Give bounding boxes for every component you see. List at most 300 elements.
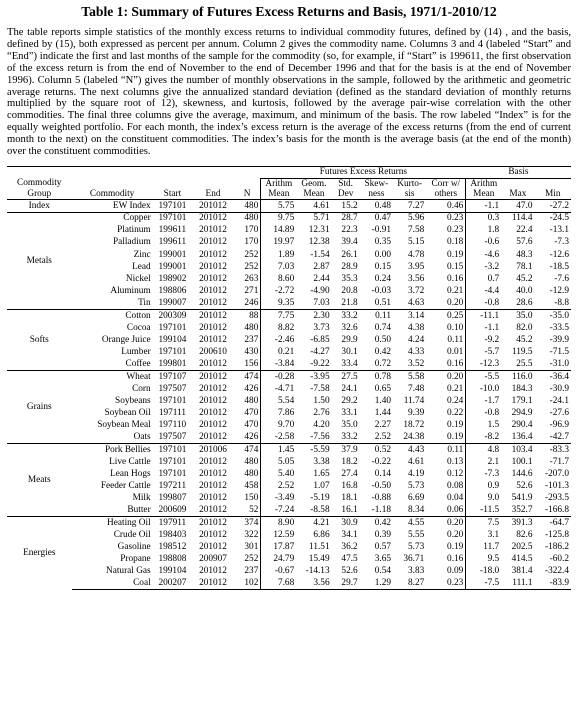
cell-commodity: Butter: [127, 504, 151, 515]
cell-basis-min: -71.5: [549, 346, 569, 357]
cell-kurtosis: 24.38: [403, 431, 425, 442]
table-row: [7, 322, 571, 334]
cell-arith-mean: 19.97: [261, 237, 296, 249]
cell-geom-mean: 7.03: [313, 297, 330, 308]
cell-corr-others: 0.21: [447, 285, 464, 296]
cell-basis-max: 294.9: [511, 407, 533, 418]
cell-std-dev: 24.1: [341, 383, 358, 394]
cell-end: 201012: [199, 395, 227, 406]
table-header: [7, 166, 571, 199]
header-basis-arith-mean: Arithm Mean: [466, 178, 501, 200]
cell-basis-max: 48.3: [516, 249, 533, 260]
cell-skewness: 0.42: [360, 517, 393, 529]
cell-basis-max: 381.4: [511, 565, 533, 576]
cell-arith-mean: 14.89: [261, 225, 296, 237]
cell-kurtosis: 4.61: [408, 456, 425, 467]
cell-std-dev: 30.1: [341, 346, 358, 357]
cell-kurtosis: 4.43: [393, 444, 426, 456]
cell-arith-mean: 5.05: [261, 456, 296, 468]
cell-basis-max: 52.6: [516, 480, 533, 491]
cell-std-dev: 32.6: [341, 322, 358, 333]
cell-end: 201012: [199, 529, 227, 540]
cell-basis-mean: -1.1: [466, 200, 501, 213]
cell-std-dev: 35.0: [341, 419, 358, 430]
cell-corr-others: 0.16: [447, 553, 464, 564]
cell-commodity: Soybean Meal: [97, 419, 151, 430]
cell-basis-min: -60.2: [549, 553, 569, 564]
cell-corr-others: 0.20: [447, 529, 464, 540]
cell-corr-others: 0.46: [426, 200, 466, 213]
cell-end: 201012: [199, 358, 227, 369]
cell-basis-mean: -0.8: [466, 297, 501, 310]
cell-kurtosis: 8.34: [408, 504, 425, 515]
cell-commodity: Natural Gas: [106, 565, 151, 576]
cell-basis-mean: -9.2: [466, 334, 501, 346]
cell-basis-min: -7.3: [554, 237, 569, 248]
cell-start: 198806: [158, 285, 187, 296]
cell-geom-mean: 2.87: [313, 261, 330, 272]
cell-n: 170: [244, 225, 259, 236]
cell-basis-min: -31.0: [549, 358, 569, 369]
cell-geom-mean: 12.31: [308, 225, 330, 236]
cell-geom-mean: 2.30: [296, 310, 331, 322]
cell-basis-min: -27.2: [535, 200, 572, 213]
table-row: [7, 273, 571, 285]
cell-basis-max: 179.1: [511, 395, 533, 406]
cell-commodity: Nickel: [125, 273, 151, 284]
cell-basis-mean: 9.0: [466, 492, 501, 504]
cell-start: 197107: [153, 371, 193, 383]
cell-basis-max: 541.9: [511, 492, 533, 503]
cell-basis-mean: -1.7: [466, 395, 501, 407]
cell-kurtosis: 7.48: [408, 383, 425, 394]
cell-skewness: 0.48: [360, 200, 393, 213]
cell-commodity: Lumber: [121, 346, 151, 357]
cell-basis-min: -24.5: [535, 212, 572, 224]
cell-basis-min: -64.7: [535, 517, 572, 529]
cell-geom-mean: 15.49: [308, 553, 330, 564]
cell-basis-min: -35.0: [535, 310, 572, 322]
cell-geom-mean: -5.59: [296, 444, 331, 456]
cell-basis-max: 144.6: [511, 468, 533, 479]
cell-corr-others: 0.16: [447, 358, 464, 369]
cell-geom-mean: 3.56: [296, 577, 331, 590]
cell-arith-mean: 7.03: [261, 261, 296, 273]
table-row: [7, 517, 571, 529]
cell-n: 480: [244, 456, 259, 467]
cell-geom-mean: 6.86: [313, 529, 330, 540]
table-row: [7, 334, 571, 346]
cell-n: 480: [244, 322, 259, 333]
cell-n: 470: [244, 419, 259, 430]
cell-end: 201012: [199, 407, 227, 418]
cell-skewness: 0.51: [374, 297, 391, 308]
cell-std-dev: 33.2: [341, 431, 358, 442]
cell-skewness: 0.74: [374, 322, 391, 333]
cell-basis-max: 114.4: [501, 212, 534, 224]
table-row: [7, 407, 571, 419]
cell-geom-mean: 4.20: [313, 419, 330, 430]
cell-start: 198902: [158, 273, 187, 284]
cell-corr-others: 0.11: [426, 444, 466, 456]
cell-basis-mean: -0.6: [466, 237, 501, 249]
cell-basis-min: -39.9: [549, 334, 569, 345]
cell-kurtosis: 5.73: [408, 480, 425, 491]
cell-n: 252: [244, 261, 259, 272]
cell-skewness: -0.91: [371, 225, 391, 236]
cell-arith-mean: 7.75: [261, 310, 296, 322]
table-title: Table 1: Summary of Futures Excess Returns and Basis, 1971/1-2010/12: [81, 4, 497, 19]
cell-commodity: Tin: [138, 297, 151, 308]
cell-skewness: 0.65: [374, 383, 391, 394]
cell-n: 263: [244, 273, 259, 284]
cell-arith-mean: -4.71: [261, 383, 296, 395]
cell-basis-min: -30.9: [549, 383, 569, 394]
cell-start: 199801: [158, 358, 187, 369]
cell-kurtosis: 3.95: [408, 261, 425, 272]
cell-kurtosis: 4.63: [408, 297, 425, 308]
cell-basis-mean: 0.9: [466, 480, 501, 492]
cell-std-dev: 33.2: [332, 310, 360, 322]
cell-corr-others: 0.23: [426, 577, 466, 590]
cell-start: 197211: [158, 480, 187, 491]
group-label: Grains: [7, 371, 72, 444]
cell-n: 237: [244, 565, 259, 576]
cell-start: 197110: [158, 419, 187, 430]
cell-kurtosis: 6.69: [408, 492, 425, 503]
cell-n: 252: [244, 249, 259, 260]
table-row: [7, 358, 571, 371]
cell-kurtosis: 36.71: [403, 553, 425, 564]
cell-basis-mean: -4.6: [466, 249, 501, 261]
cell-start: 199611: [158, 225, 187, 236]
cell-end: 201012: [199, 297, 227, 308]
cell-basis-max: 82.0: [516, 322, 533, 333]
header-kurtosis: Kurto- sis: [397, 178, 423, 199]
cell-arith-mean: 1.45: [261, 444, 296, 456]
cell-arith-mean: -2.46: [261, 334, 296, 346]
cell-skewness: -0.03: [371, 285, 391, 296]
cell-basis-max: 78.1: [516, 261, 533, 272]
cell-kurtosis: 4.55: [393, 517, 426, 529]
header-commodity-group: Commodity Group: [7, 166, 72, 199]
table-row: [7, 383, 571, 395]
cell-corr-others: 0.19: [447, 541, 464, 552]
header-basis-max: Max: [509, 188, 527, 199]
cell-basis-mean: -0.8: [466, 407, 501, 419]
cell-commodity: Crude Oil: [113, 529, 151, 540]
cell-basis-mean: -3.2: [466, 261, 501, 273]
cell-start: 199001: [158, 261, 187, 272]
cell-kurtosis: 4.33: [408, 346, 425, 357]
cell-basis-max: 352.7: [511, 504, 533, 515]
cell-std-dev: 52.6: [341, 565, 358, 576]
cell-basis-max: 136.4: [511, 431, 533, 442]
cell-end: 201012: [192, 517, 234, 529]
cell-std-dev: 28.9: [341, 261, 358, 272]
cell-start: 197507: [158, 431, 187, 442]
cell-start: 197101: [153, 444, 193, 456]
cell-start: 197101: [153, 212, 193, 224]
cell-corr-others: 0.01: [447, 346, 464, 357]
cell-basis-max: 414.5: [511, 553, 533, 564]
cell-n: 426: [244, 431, 259, 442]
cell-n: 474: [234, 371, 261, 383]
cell-start: 198403: [158, 529, 187, 540]
cell-geom-mean: 5.71: [296, 212, 331, 224]
cell-skewness: 1.40: [374, 395, 391, 406]
table-row: [7, 310, 571, 322]
cell-arith-mean: 12.59: [261, 529, 296, 541]
cell-n: 170: [244, 237, 259, 248]
cell-basis-mean: -5.5: [466, 371, 501, 383]
cell-std-dev: 29.2: [341, 395, 358, 406]
cell-skewness: 0.54: [374, 565, 391, 576]
cell-end: 201012: [199, 492, 227, 503]
cell-basis-min: -83.3: [535, 444, 572, 456]
header-excess-returns: Futures Excess Returns: [261, 166, 466, 178]
cell-arith-mean: 5.75: [261, 200, 296, 213]
cell-skewness: -0.22: [371, 456, 391, 467]
cell-geom-mean: 11.51: [309, 541, 330, 552]
cell-skewness: -1.18: [371, 504, 391, 515]
cell-kurtosis: 18.72: [403, 419, 425, 430]
cell-corr-others: 0.24: [447, 395, 464, 406]
cell-arith-mean: -3.84: [261, 358, 296, 371]
cell-arith-mean: -0.28: [261, 371, 296, 383]
cell-std-dev: 15.2: [332, 200, 360, 213]
cell-basis-max: 391.3: [501, 517, 534, 529]
cell-kurtosis: 8.27: [393, 577, 426, 590]
cell-end: 201012: [199, 273, 227, 284]
header-end: End: [192, 166, 234, 199]
cell-basis-max: 35.0: [501, 310, 534, 322]
cell-skewness: 0.72: [374, 358, 391, 369]
cell-corr-others: 0.09: [447, 565, 464, 576]
cell-basis-mean: -18.0: [466, 565, 501, 577]
cell-n: 474: [234, 444, 261, 456]
cell-geom-mean: -3.95: [296, 371, 331, 383]
header-geom-mean: Geom. Mean: [301, 178, 327, 199]
cell-end: 201012: [192, 200, 234, 213]
cell-basis-max: 47.0: [501, 200, 534, 213]
cell-kurtosis: 4.78: [408, 249, 425, 260]
cell-geom-mean: 1.50: [313, 395, 330, 406]
cell-basis-min: -207.0: [544, 468, 569, 479]
cell-basis-min: -8.8: [554, 297, 569, 308]
cell-geom-mean: 3.73: [313, 322, 330, 333]
cell-corr-others: 0.11: [447, 334, 464, 345]
cell-skewness: 0.00: [374, 249, 391, 260]
cell-n: 150: [244, 492, 259, 503]
cell-commodity: Heating Oil: [72, 517, 153, 529]
cell-basis-mean: 3.1: [466, 529, 501, 541]
table-row: [7, 200, 571, 213]
cell-arith-mean: 1.89: [261, 249, 296, 261]
cell-basis-max: 184.3: [511, 383, 533, 394]
cell-basis-mean: -11.1: [466, 310, 501, 322]
cell-commodity: Palladium: [112, 237, 151, 248]
cell-kurtosis: 11.74: [403, 395, 425, 406]
cell-basis-mean: 9.5: [466, 553, 501, 565]
cell-geom-mean: -9.22: [310, 358, 330, 369]
cell-std-dev: 18.1: [341, 492, 358, 503]
cell-basis-max: 82.6: [516, 529, 533, 540]
cell-skewness: 0.50: [374, 334, 391, 345]
cell-kurtosis: 5.73: [408, 541, 425, 552]
cell-n: 430: [244, 346, 259, 357]
cell-n: 374: [234, 517, 261, 529]
cell-corr-others: 0.04: [447, 492, 464, 503]
cell-basis-max: 100.1: [511, 456, 533, 467]
cell-end: 201012: [199, 419, 227, 430]
cell-commodity: Zinc: [133, 249, 151, 260]
cell-n: 426: [244, 383, 259, 394]
cell-end: 201012: [199, 249, 227, 260]
table-row: [7, 419, 571, 431]
cell-arith-mean: 9.70: [261, 419, 296, 431]
cell-commodity: Soybean Oil: [104, 407, 151, 418]
cell-kurtosis: 4.38: [408, 322, 425, 333]
cell-n: 237: [244, 334, 259, 345]
cell-start: 199007: [158, 297, 187, 308]
cell-commodity: Live Cattle: [109, 456, 151, 467]
cell-basis-mean: 4.8: [466, 444, 501, 456]
cell-skewness: 0.35: [374, 237, 391, 248]
cell-geom-mean: 4.61: [296, 200, 331, 213]
cell-std-dev: 34.1: [341, 529, 358, 540]
cell-basis-min: -12.6: [549, 249, 569, 260]
cell-start: 197101: [158, 468, 187, 479]
cell-basis-min: -42.7: [549, 431, 569, 442]
cell-n: 480: [234, 212, 261, 224]
cell-n: 480: [244, 395, 259, 406]
cell-n: 301: [244, 541, 259, 552]
header-basis-min: Min: [545, 188, 561, 199]
cell-skewness: -0.50: [371, 480, 391, 491]
cell-corr-others: 0.20: [447, 297, 464, 308]
cell-n: 252: [244, 553, 259, 564]
cell-kurtosis: 3.56: [408, 273, 425, 284]
table-row: [7, 212, 571, 224]
cell-arith-mean: -2.58: [261, 431, 296, 444]
cell-end: 201012: [199, 504, 227, 515]
cell-commodity: Feeder Cattle: [100, 480, 151, 491]
cell-n: 52: [249, 504, 259, 515]
cell-commodity: Wheat: [72, 371, 153, 383]
cell-skewness: 0.52: [360, 444, 393, 456]
cell-std-dev: 20.8: [341, 285, 358, 296]
cell-geom-mean: -5.19: [310, 492, 330, 503]
table-row: [7, 456, 571, 468]
cell-n: 156: [244, 358, 259, 369]
cell-commodity: Propane: [120, 553, 151, 564]
table-row: [7, 492, 571, 504]
cell-skewness: 1.44: [374, 407, 391, 418]
cell-start: 197101: [158, 322, 187, 333]
table-row: [7, 565, 571, 577]
cell-arith-mean: 17.87: [261, 541, 296, 553]
cell-arith-mean: 0.21: [261, 346, 296, 358]
cell-std-dev: 29.9: [341, 334, 358, 345]
cell-start: 199807: [158, 492, 187, 503]
cell-commodity: Lead: [132, 261, 151, 272]
table-row: [7, 346, 571, 358]
cell-commodity: Oats: [133, 431, 151, 442]
header-skewness: Skew- ness: [364, 178, 389, 199]
cell-start: 197111: [158, 407, 187, 418]
cell-std-dev: 29.7: [332, 577, 360, 590]
cell-corr-others: 0.12: [447, 468, 464, 479]
cell-end: 201012: [199, 468, 227, 479]
cell-skewness: 0.47: [360, 212, 393, 224]
cell-end: 201012: [192, 212, 234, 224]
table-row: [7, 553, 571, 565]
cell-commodity: Pork Bellies: [72, 444, 153, 456]
cell-basis-mean: 1.5: [466, 419, 501, 431]
cell-commodity: Milk: [132, 492, 151, 503]
cell-std-dev: 36.2: [341, 541, 358, 552]
cell-end: 201012: [199, 456, 227, 467]
cell-arith-mean: 7.68: [261, 577, 296, 590]
cell-kurtosis: 5.58: [393, 371, 426, 383]
table-body: [7, 200, 571, 590]
group-label: Meats: [7, 444, 72, 517]
cell-end: 200907: [199, 553, 227, 564]
cell-basis-max: 22.4: [516, 225, 533, 236]
cell-commodity: Coal: [72, 577, 153, 590]
cell-basis-mean: 11.7: [466, 541, 501, 553]
cell-basis-min: -96.9: [549, 419, 569, 430]
cell-commodity: Gasoline: [117, 541, 151, 552]
header-corr-others: Corr w/ others: [431, 178, 461, 199]
cell-std-dev: 35.3: [341, 273, 358, 284]
cell-basis-max: 111.1: [501, 577, 534, 590]
cell-basis-mean: -5.7: [466, 346, 501, 358]
table-row: [7, 297, 571, 310]
cell-skewness: 0.14: [374, 468, 391, 479]
cell-skewness: 0.24: [374, 273, 391, 284]
cell-end: 201012: [192, 310, 234, 322]
cell-basis-mean: -4.4: [466, 285, 501, 297]
cell-commodity: EW Index: [72, 200, 153, 213]
cell-corr-others: 0.20: [426, 371, 466, 383]
cell-skewness: 3.65: [374, 553, 391, 564]
cell-std-dev: 47.5: [341, 553, 358, 564]
cell-basis-min: -12.9: [549, 285, 569, 296]
cell-skewness: 0.11: [360, 310, 393, 322]
cell-commodity: Orange Juice: [101, 334, 151, 345]
cell-basis-max: 116.0: [501, 371, 534, 383]
cell-kurtosis: 3.52: [408, 358, 425, 369]
cell-basis-max: 28.6: [516, 297, 533, 308]
cell-std-dev: 27.4: [341, 468, 358, 479]
cell-start: 197101: [158, 456, 187, 467]
table-row: [7, 468, 571, 480]
cell-basis-mean: -12.3: [466, 358, 501, 371]
cell-basis-max: 40.0: [516, 285, 533, 296]
table-row: [7, 225, 571, 237]
cell-kurtosis: 4.19: [408, 468, 425, 479]
header-start: Start: [153, 166, 193, 199]
cell-start: 197911: [153, 517, 193, 529]
cell-geom-mean: 1.07: [313, 480, 330, 491]
cell-std-dev: 26.1: [341, 249, 358, 260]
table-row: [7, 577, 571, 590]
cell-std-dev: 18.2: [341, 456, 358, 467]
cell-geom-mean: -7.58: [310, 383, 330, 394]
cell-commodity: Soybeans: [115, 395, 151, 406]
